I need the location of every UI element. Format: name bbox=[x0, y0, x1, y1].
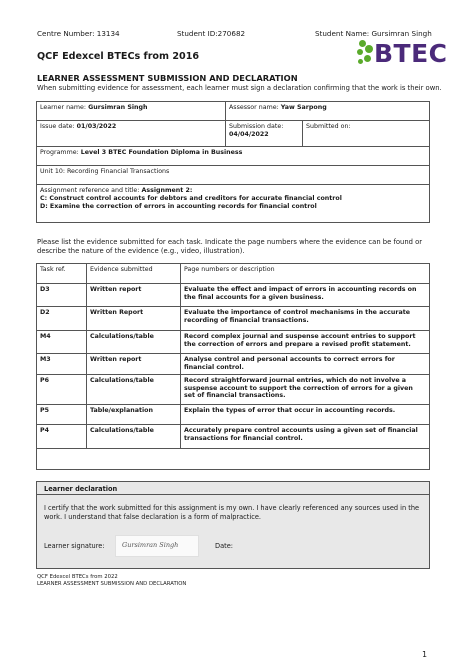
evidence-submitted: Calculations/table bbox=[87, 374, 181, 404]
evidence-description: Explain the types of error that occur in accounting records. bbox=[181, 404, 430, 424]
table-row bbox=[37, 284, 430, 307]
logo-dots-icon bbox=[356, 36, 376, 68]
form-title: LEARNER ASSESSMENT SUBMISSION AND DECLARATION bbox=[37, 73, 298, 83]
task-ref: D2 bbox=[37, 307, 87, 331]
programme-label: Programme: bbox=[40, 149, 79, 156]
submitted-on-cell bbox=[303, 121, 430, 147]
page-number: 1 bbox=[422, 650, 428, 659]
declaration-heading: Learner declaration bbox=[44, 485, 118, 493]
footer-line-1: QCF Edexcel BTECs from 2022 bbox=[37, 574, 118, 580]
task-ref: P4 bbox=[37, 424, 87, 448]
learner-declaration-box bbox=[36, 481, 430, 569]
assignment-value: Assignment 2: bbox=[141, 187, 193, 194]
details-table bbox=[36, 101, 430, 223]
table-row bbox=[37, 331, 430, 354]
evidence-submitted: Calculations/table bbox=[87, 331, 181, 354]
evidence-description: Accurately prepare control accounts using a given set of financial transactions for financial control. bbox=[181, 424, 430, 448]
table-row bbox=[37, 404, 430, 424]
evidence-instructions: Please list the evidence submitted for each task. Indicate the page numbers where the evidence can be found or describe the nature of the evidence (e.g., video, illustration). bbox=[37, 238, 423, 256]
issue-date-cell bbox=[37, 121, 226, 147]
declaration-text: I certify that the work submitted for this assignment is my own. I have clearly referenced any sources used in the work. I understand that false declaration is a form of malpractice. bbox=[44, 504, 420, 522]
assignment-label: Assignment reference and title: bbox=[40, 187, 140, 194]
logo-text: BTEC bbox=[374, 39, 448, 68]
intro-text: When submitting evidence for assessment, each learner must sign a declaration confirming that the work is their own. bbox=[37, 84, 442, 92]
centre-number: Centre Number: 13134 bbox=[37, 29, 120, 38]
issue-date-value: 01/03/2022 bbox=[76, 123, 117, 130]
unit-value: Unit 10: Recording Financial Transactions bbox=[40, 168, 170, 175]
evidence-submitted: Written report bbox=[87, 354, 181, 375]
issue-date-label: Issue date: bbox=[40, 123, 75, 130]
empty-row bbox=[37, 448, 430, 469]
learner-name-label: Learner name: bbox=[40, 104, 87, 111]
evidence-submitted: Written Report bbox=[87, 307, 181, 331]
student-name: Student Name: Gursimran Singh bbox=[315, 29, 432, 38]
assessor-name-label: Assessor name: bbox=[229, 104, 279, 111]
table-row bbox=[37, 354, 430, 375]
programme-value: Level 3 BTEC Foundation Diploma in Business bbox=[80, 149, 243, 156]
assignment-cell bbox=[37, 185, 430, 223]
task-ref: M3 bbox=[37, 354, 87, 375]
table-row bbox=[37, 374, 430, 404]
evidence-table bbox=[36, 263, 430, 470]
table-row bbox=[37, 307, 430, 331]
submission-date-value: 04/04/2022 bbox=[229, 130, 269, 138]
task-ref: D3 bbox=[37, 284, 87, 307]
assessor-name-value: Yaw Sarpong bbox=[280, 104, 327, 111]
evidence-description: Evaluate the importance of control mechanisms in the accurate recording of financial transactions. bbox=[181, 307, 430, 331]
evidence-description: Record straightforward journal entries, which do not involve a suspense account to support the correction of errors for a given set of financial transactions. bbox=[181, 374, 430, 404]
evidence-description: Record complex journal and suspense account entries to support the correction of errors and prepare a revised profit statement. bbox=[181, 331, 430, 354]
evidence-description: Evaluate the effect and impact of errors in accounting records on the final accounts for a given business. bbox=[181, 284, 430, 307]
evidence-description: Analyse control and personal accounts to correct errors for financial control. bbox=[181, 354, 430, 375]
table-row-empty bbox=[37, 448, 430, 469]
btec-logo bbox=[356, 36, 448, 68]
header-evidence: Evidence submitted bbox=[87, 264, 181, 284]
evidence-submitted: Written report bbox=[87, 284, 181, 307]
task-ref: M4 bbox=[37, 331, 87, 354]
criterion-d: D: Examine the correction of errors in accounting records for financial control bbox=[40, 202, 317, 210]
submission-date-cell bbox=[226, 121, 303, 147]
task-ref: P5 bbox=[37, 404, 87, 424]
submitted-on-label: Submitted on: bbox=[306, 123, 351, 130]
table-row bbox=[37, 424, 430, 448]
unit-cell bbox=[37, 166, 430, 185]
qcf-title: QCF Edexcel BTECs from 2016 bbox=[37, 51, 200, 62]
assessor-name-cell bbox=[226, 102, 430, 121]
learner-name-value: Gursimran Singh bbox=[88, 104, 148, 111]
signature-image bbox=[115, 535, 199, 557]
date-label: Date: bbox=[215, 542, 233, 550]
header-task-ref: Task ref. bbox=[37, 264, 87, 284]
student-id: Student ID:270682 bbox=[177, 29, 246, 38]
criterion-c: C: Construct control accounts for debtors and creditors for accurate financial control bbox=[40, 194, 342, 202]
signature-value: Gursimran Singh bbox=[122, 541, 179, 549]
learner-name-cell bbox=[37, 102, 226, 121]
programme-cell bbox=[37, 147, 430, 166]
submission-date-label: Submission date: bbox=[229, 123, 284, 130]
footer-line-2: LEARNER ASSESSMENT SUBMISSION AND DECLARATION bbox=[37, 581, 187, 587]
evidence-submitted: Calculations/table bbox=[87, 424, 181, 448]
signature-label: Learner signature: bbox=[44, 542, 105, 550]
evidence-submitted: Table/explanation bbox=[87, 404, 181, 424]
task-ref: P6 bbox=[37, 374, 87, 404]
header-description: Page numbers or description bbox=[181, 264, 430, 284]
